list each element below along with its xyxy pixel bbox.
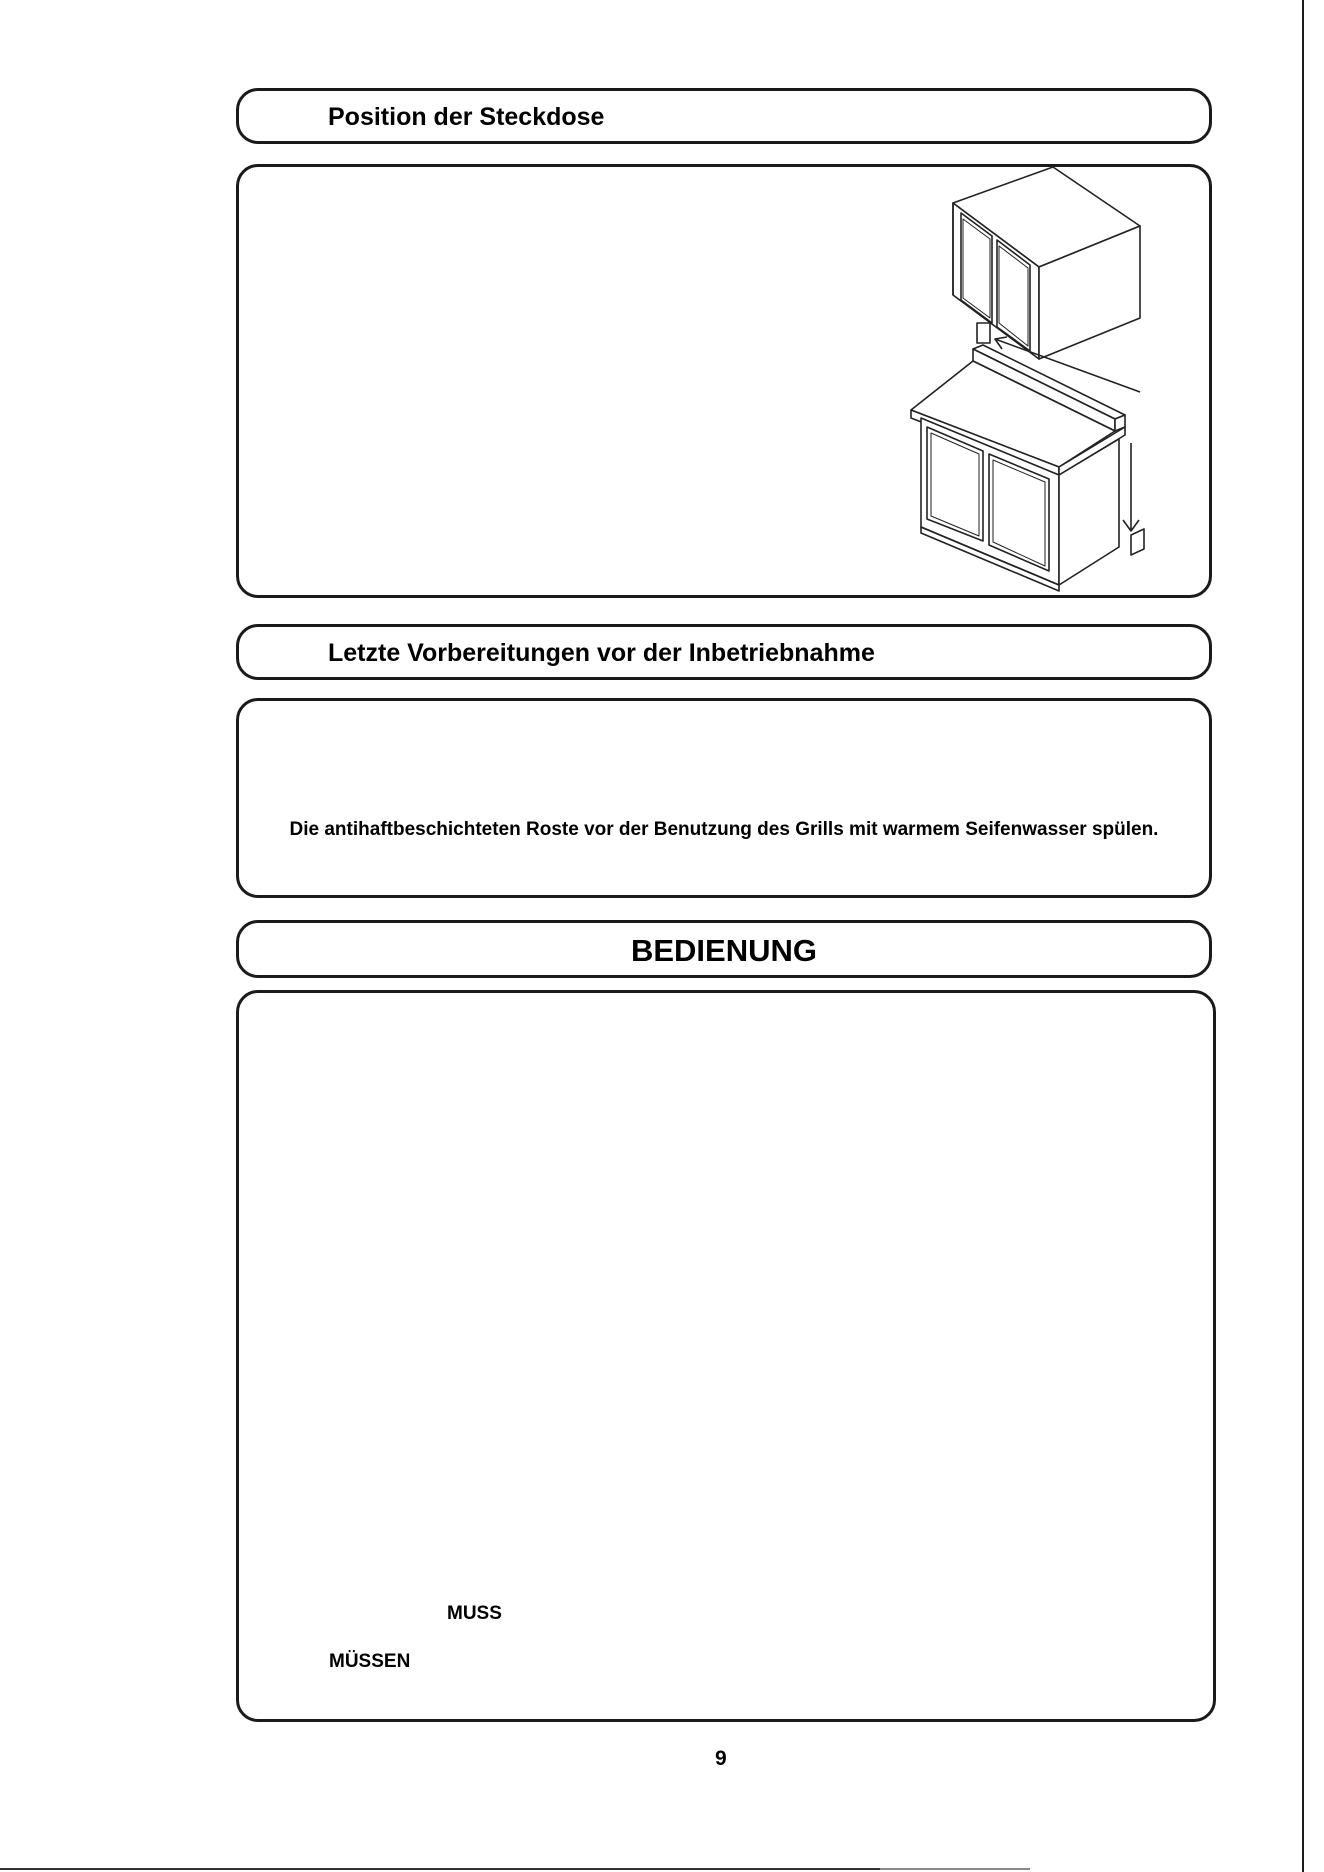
section-body-outlet-position: [236, 164, 1212, 598]
word-must-plural: MÜSSEN: [329, 1651, 411, 1672]
section-title-final-preparations: Letzte Vorbereitungen vor der Inbetriebnahme: [328, 639, 875, 667]
section-header-final-preparations: [236, 624, 1212, 680]
section-title-operation: BEDIENUNG: [630, 933, 817, 968]
word-must: MUSS: [447, 1603, 502, 1624]
bottom-border-faint: [880, 1868, 1030, 1870]
section-title-outlet-position: Position der Steckdose: [328, 103, 605, 131]
section-body-final-preparations: [236, 698, 1212, 898]
final-preparations-text: Die antihaftbeschichteten Roste vor der Benutzung des Grills mit warmem Seifenwasser spülen.: [289, 819, 1159, 840]
page-right-border: [1302, 0, 1304, 1872]
section-header-outlet-position: [236, 88, 1212, 144]
bottom-border: [0, 1868, 880, 1870]
page-number: 9: [715, 1747, 727, 1770]
section-header-operation: [236, 920, 1212, 978]
kitchen-cabinet-outlet-illustration: [899, 167, 1159, 597]
section-body-operation: [236, 990, 1216, 1722]
